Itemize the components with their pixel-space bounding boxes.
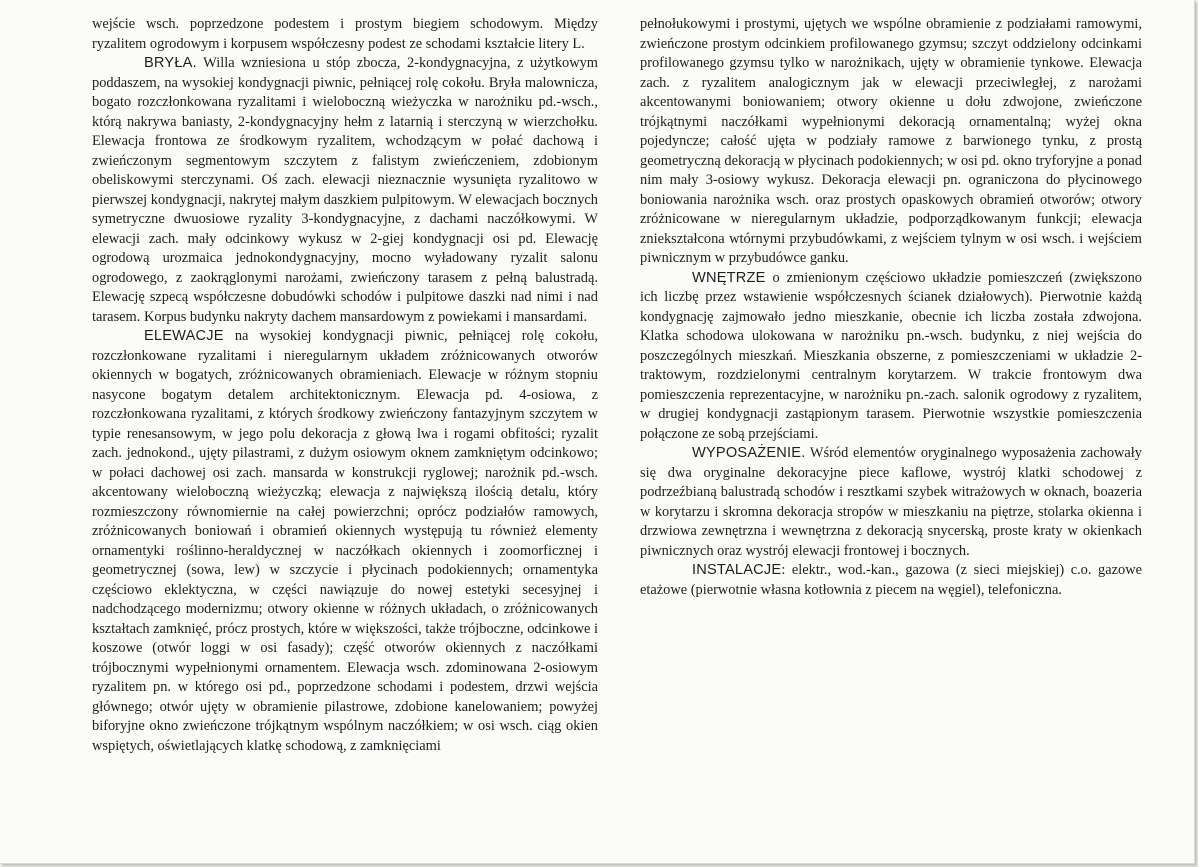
paragraph-text: pełnołukowymi i prostymi, ujętych we wspólne obramienie z podziałami ramowymi, zwieńczone prostym odcinkiem profilowanego gzymsu; szczyt oddzielony odcinkami profilowanego gzymsu tylko w narożnikach, ujęty w obramienie tynkowe. Elewacja zach. z ryzalitem analogicznym jak w elewacji przeciwległej, z narożami akcentowanymi boniowaniem; otwory okienne u dołu zdwojone, zwieńczone trójkątnymi naczółkami wypełnionymi dekoracją ornamentalną; wyżej okna pojedyncze; całość ujęta w podziały ramowe z barwionego tynku, z prostą geometryczną dekoracją w płycinach podokiennych; w osi pd. okno tryforyjne a ponad nim mały 3-osiowy wykusz. Dekoracja elewacji pn. ograniczona do płycinowego boniowania narożnika wsch. oraz prostych opaskowych obramień otworów; otwory zróżnicowane w nieregularnym układzie, podporządkowanym funkcji; elewacja zniekształcona wtórnymi przybudówkami, z wejściem tylnym w osi wsch. i wejściem piwnicznym w przybudówce ganku. [640,16,1142,266]
paragraph-wyposazenie [640,444,1142,561]
paragraph-text: o zmienionym częściowo układzie pomieszczeń (zwiększono ich liczbę przez wstawienie współczesnych ścianek działowych). Pierwotnie każdą kondygnację zajmowało jedno mieszkanie, obecnie ich liczba została zdwojona. Klatka schodowa ulokowana w narożniku pn.-wsch. budynku, z niej wejścia do poszczególnych mieszkań. Mieszkania obszerne, z pomieszczeniami w układzie 2-traktowym, rozdzielonymi centralnym korytarzem. W trakcie frontowym dwa pomieszczenia reprezentacyjne, w narożniku pn.-zach. salonik ogrodowy z ryzalitem, w drugiej kondygnacji zastąpionym tarasem. Pierwotnie wszystkie pomieszczenia połączone ze sobą przejściami. [640,269,1142,442]
section-heading-instalacje: INSTALACJE [692,562,782,578]
left-column [92,15,598,756]
paragraph-elewacje [92,327,598,756]
paragraph-instalacje [640,561,1142,600]
paragraph-wnetrze [640,269,1142,445]
section-heading-elewacje: ELEWACJE [144,328,224,344]
section-heading-bryla: BRYŁA. [144,55,197,71]
section-heading-wyposazenie: WYPOSAŻENIE. [692,445,806,461]
paragraph-text: na wysokiej kondygnacji piwnic, pełniącej rolę cokołu, rozczłonkowane ryzalitami i nieregularnym układem zróżnicowanych otworów okiennych w bogatych, zróżnicowanych obramieniach. Elewacje w różnym stopniu nasycone bogatym detalem architektonicznym. Elewacja pd. 4-osiowa, z rozczłonkowana ryzalitami, z których środkowy zwieńczony fantazyjnym szczytem w typie renesansowym, w jego polu dekoracja z głową lwa i rogami obfitości; ryzalit zach. jednokond., ujęty pilastrami, z dużym osiowym oknem zamkniętym odcinkowo; w połaci dachowej osi zach. mansarda w konstrukcji ryglowej; narożnik pd.-wsch. akcentowany wieloboczną wieżyczką; elewacja z największą ilością detalu, który rozmieszczony równomiernie na całej powierzchni; oprócz podziałów ramowych, zróżnicowanych boniowań i obramień okiennych występują tu również elementy ornamentyki roślinno-heraldycznej w naczółkach okiennych i zoomorficznej i geometrycznej (sowa, lew) w szczycie i płycinach podokiennych; ornamentyka częściowo eklektyczna, w części nawiązuje do nowej estetyki secesyjnej i nadchodzącego modernizmu; otwory okienne w różnych układach, o zróżnicowanych kształtach zamknięć, prócz prostych, które w większości, także trójboczne, odcinkowe i koszowe (otwór loggi w osi fasady); część otworów okiennych z naczółkami trójbocznymi wypełnionymi ornamentem. Elewacja wsch. zdominowana 2-osiowym ryzalitem pn. w którego osi pd., poprzedzone schodami i podestem, drzwi wejścia głównego; otwór ujęty w obramienie pilastrowe, zdobione kanelowaniem; powyżej biforyjne okno zwieńczone trójkątnym wspólnym naczółkiem; w osi wsch. ciąg okien wspiętych, oświetlających klatkę schodową, z zamknięciami [92,328,598,754]
paragraph-text: Willa wzniesiona u stóp zbocza, 2-kondygnacyjna, z użytkowym poddaszem, na wysokiej kondygnacji piwnic, pełniącej rolę cokołu. Bryła malownicza, bogato rozczłonkowana ryzalitami i wieloboczną wieżyczka w narożniku pd.-wsch., którą nakrywa baniasty, 2-kondygnacyjny hełm z latarnią i sterczyną w wierzchołku. Elewacja frontowa ze środkowym ryzalitem, wchodzącym w połać dachową i zwieńczonym segmentowym szczytem z falistym zwieńczeniem, zdobionym obeliskowymi sterczynami. Oś zach. elewacji nieznacznie wysunięta ryzalitowo w pierwszej kondygnacji, nakrytej małym daszkiem pulpitowym. W elewacjach bocznych symetryczne dwuosiowe ryzality 3-kondygnacyjne, z dachami naczółkowymi. W elewacji zach. mały odcinkowy wykusz w 2-giej kondygnacji osi pd. Elewację ogrodową urozmaica jednokondygnacyjny, mocno wyładowany ryzalit salonu ogrodowego, z zaokrąglonymi narożami, zwieńczony tarasem z pełną balustradą. Elewację szpecą współczesne dobudówki schodów i pulpitowe daszki nad nimi i nad tarasem. Korpus budynku nakryty dachem mansardowym z powiekami i mansardami. [92,55,598,325]
paragraph-text: : elektr., wod.-kan., gazowa (z sieci miejskiej) c.o. gazowe etażowe (pierwotnie własna kotłownia z piecem na węgiel), telefoniczna. [640,562,1142,598]
paragraph-continuation [640,15,1142,269]
section-heading-wnetrze: WNĘTRZE [692,269,766,286]
paragraph-continuation [92,15,598,54]
right-column [640,15,1142,600]
paragraph-text: wejście wsch. poprzedzone podestem i prostym biegiem schodowym. Między ryzalitem ogrodowym i korpusem współczesny podest ze schodami kształcie litery L. [92,16,598,52]
paragraph-bryla [92,54,598,327]
paragraph-text: Wśród elementów oryginalnego wyposażenia zachowały się dwa oryginalne dekoracyjne piece kaflowe, wystrój klatki schodowej z podrzeźbianą balustradą schodów i resztkami szybek witrażowych w oknach, boazeria w korytarzu i skromna dekoracja stropów w mieszkaniu na piętrze, stolarka okienna i drzwiowa zewnętrzna i wewnętrzna z dekoracją snycerską, proste kraty w okienkach piwnicznych oraz wystrój elewacji frontowej i bocznych. [640,445,1142,559]
